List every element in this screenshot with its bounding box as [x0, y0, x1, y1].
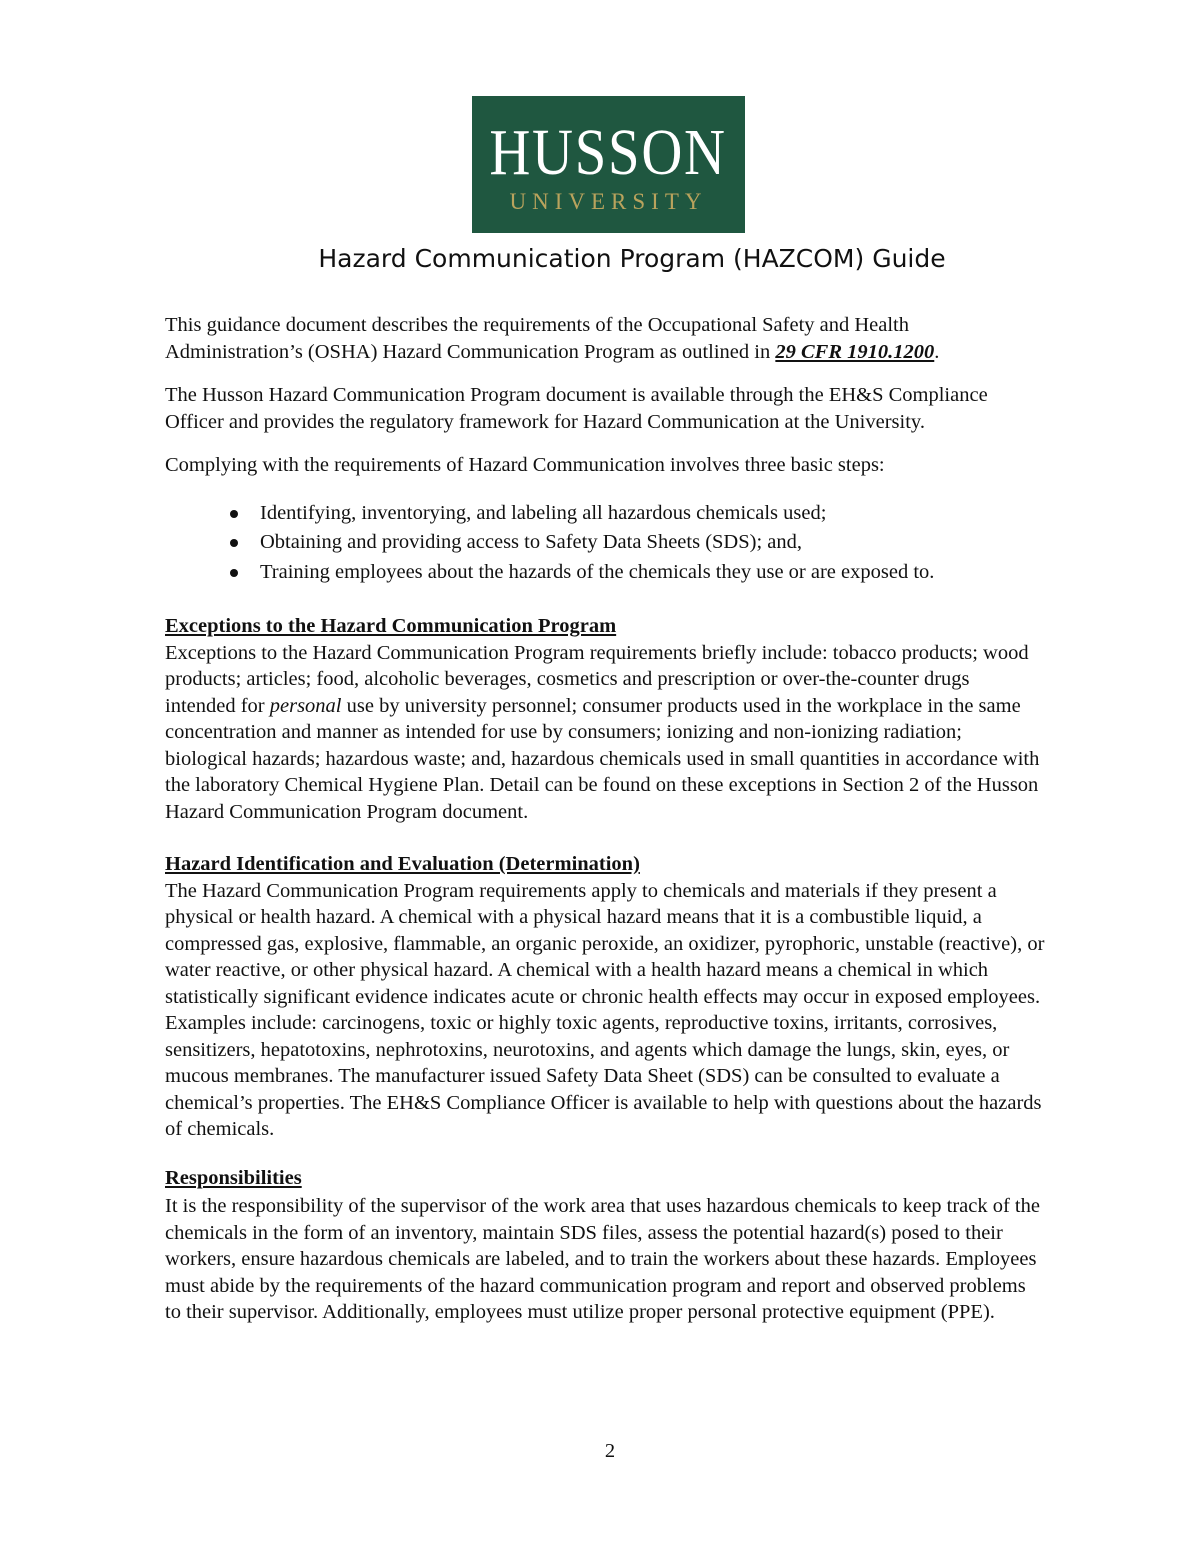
basic-steps-list	[165, 499, 1045, 588]
responsibilities-heading: Responsibilities	[165, 1166, 302, 1189]
exceptions-text-start: Exceptions to the Hazard Communication Program requirements briefly include: tobacco products; wood products; articles; food, alcoholic beverages, cosmetics and prescription or over-the-counter drugs intended for	[165, 641, 1029, 717]
exceptions-heading: Exceptions to the Hazard Communication Program	[165, 615, 617, 637]
page-title: Hazard Communication Program (HAZCOM) Guide	[318, 244, 946, 273]
exceptions-paragraph	[165, 640, 1045, 826]
exceptions-emphasis: personal	[269, 694, 342, 717]
list-item: Obtaining and providing access to Safety Data Sheets (SDS); and,	[260, 528, 1045, 558]
identification-heading: Hazard Identification and Evaluation (Determination)	[165, 853, 640, 875]
exceptions-text-end: use by university personnel; consumer products used in the workplace in the same concentration and manner as intended for use by consumers; ionizing and non-ionizing radiation; biological hazards; hazardous waste; and, hazardous chemicals used in small quantities in accordance with the laboratory Chemical Hygiene Plan. Detail can be found on these exceptions in Section 2 of the Husson Hazard Communication Program document.	[165, 694, 1040, 823]
responsibilities-paragraph: It is the responsibility of the supervisor of the work area that uses hazardous chemicals to keep track of the chemicals in the form of an inventory, maintain SDS files, assess the potential hazard(s) posed to their workers, ensure hazardous chemicals are labeled, and to train the workers about these hazards. Employees must abide by the requirements of the hazard communication program and report and observed problems to their supervisor. Additionally, employees must utilize proper personal protective equipment (PPE).	[165, 1195, 1040, 1323]
husson-university-logo	[472, 96, 745, 233]
list-item: Training employees about the hazards of the chemicals they use or are exposed to.	[260, 558, 1045, 588]
document-body	[165, 312, 1045, 1326]
page-number: 2	[604, 1440, 616, 1462]
program-availability-paragraph: The Husson Hazard Communication Program document is available through the EH&S Compliance Officer and provides the regulatory framework for Hazard Communication at the University.	[165, 384, 988, 433]
logo-wordmark: HUSSON	[489, 116, 728, 189]
intro-period: .	[934, 340, 940, 363]
identification-paragraph: The Hazard Communication Program requirements apply to chemicals and materials if they present a physical or health hazard. A chemical with a physical hazard means that it is a combustible liquid, a compressed gas, explosive, flammable, an organic peroxide, an oxidizer, pyrophoric, unstable (reactive), or water reactive, or other physical hazard. A chemical with a health hazard means a chemical in which statistically significant evidence indicates acute or chronic health effects may occur in exposed employees. Examples include: carcinogens, toxic or highly toxic agents, reproductive toxins, irritants, corrosives, sensitizers, hepatotoxins, nephrotoxins, neurotoxins, and agents which damage the lungs, skin, eyes, or mucous membranes. The manufacturer issued Safety Data Sheet (SDS) can be consulted to evaluate a chemical’s properties. The EH&S Compliance Officer is available to help with questions about the hazards of chemicals.	[165, 879, 1045, 1140]
list-item: Identifying, inventorying, and labeling all hazardous chemicals used;	[260, 499, 1045, 529]
intro-text: This guidance document describes the requirements of the Occupational Safety and Health Administration’s (OSHA) Hazard Communication Program as outlined in	[165, 314, 910, 363]
cfr-reference-link[interactable]: 29 CFR 1910.1200	[775, 340, 935, 363]
logo-subtitle: UNIVERSITY	[509, 189, 708, 214]
steps-intro-paragraph: Complying with the requirements of Hazard Communication involves three basic steps:	[165, 454, 885, 476]
intro-paragraph	[165, 312, 1045, 365]
